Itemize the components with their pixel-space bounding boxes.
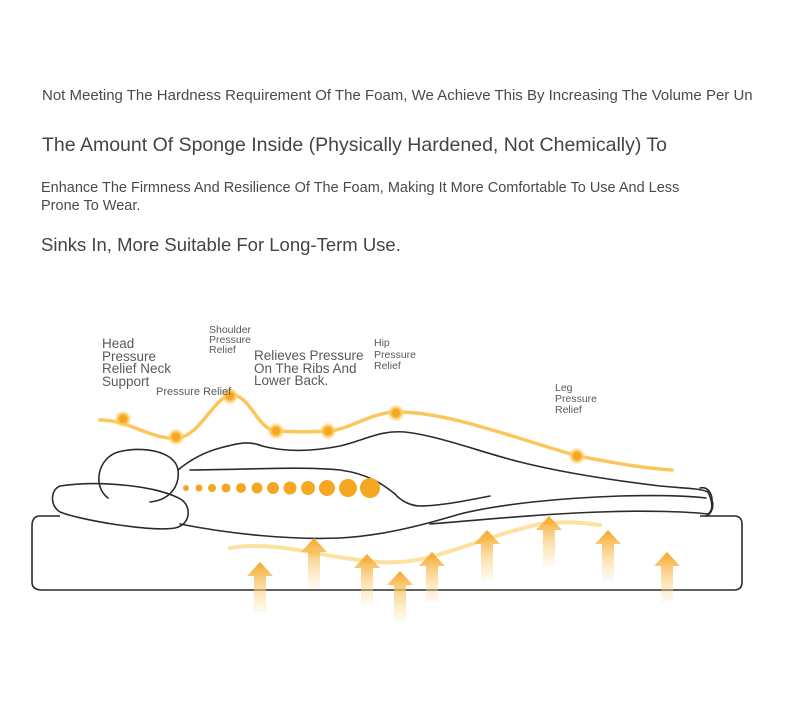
label-ribs-back: Relieves Pressure On The Ribs And Lower Back.	[254, 348, 364, 388]
label-shoulder: Shoulder Pressure Relief	[209, 324, 252, 356]
spine-dots	[183, 478, 380, 498]
text-line-2: The Amount Of Sponge Inside (Physically Hardened, Not Chemically) To	[42, 134, 668, 156]
label-leg: Leg Pressure Relief	[555, 382, 598, 416]
label-head-neck: Head Pressure Relief Neck Support	[102, 336, 172, 389]
label-hip: Hip Pressure Relief	[374, 337, 417, 372]
label-pressure-relief: Pressure Relief	[156, 386, 232, 398]
text-line-4: Sinks In, More Suitable For Long-Term Use.	[41, 234, 401, 255]
text-line-3: Enhance The Firmness And Resilience Of The Foam, Making It More Comfortable To Use And Less Prone To Wear.	[41, 180, 680, 214]
text-line-1: Not Meeting The Hardness Requirement Of The Foam, We Achieve This By Increasing The Volume Per Un	[42, 87, 753, 104]
